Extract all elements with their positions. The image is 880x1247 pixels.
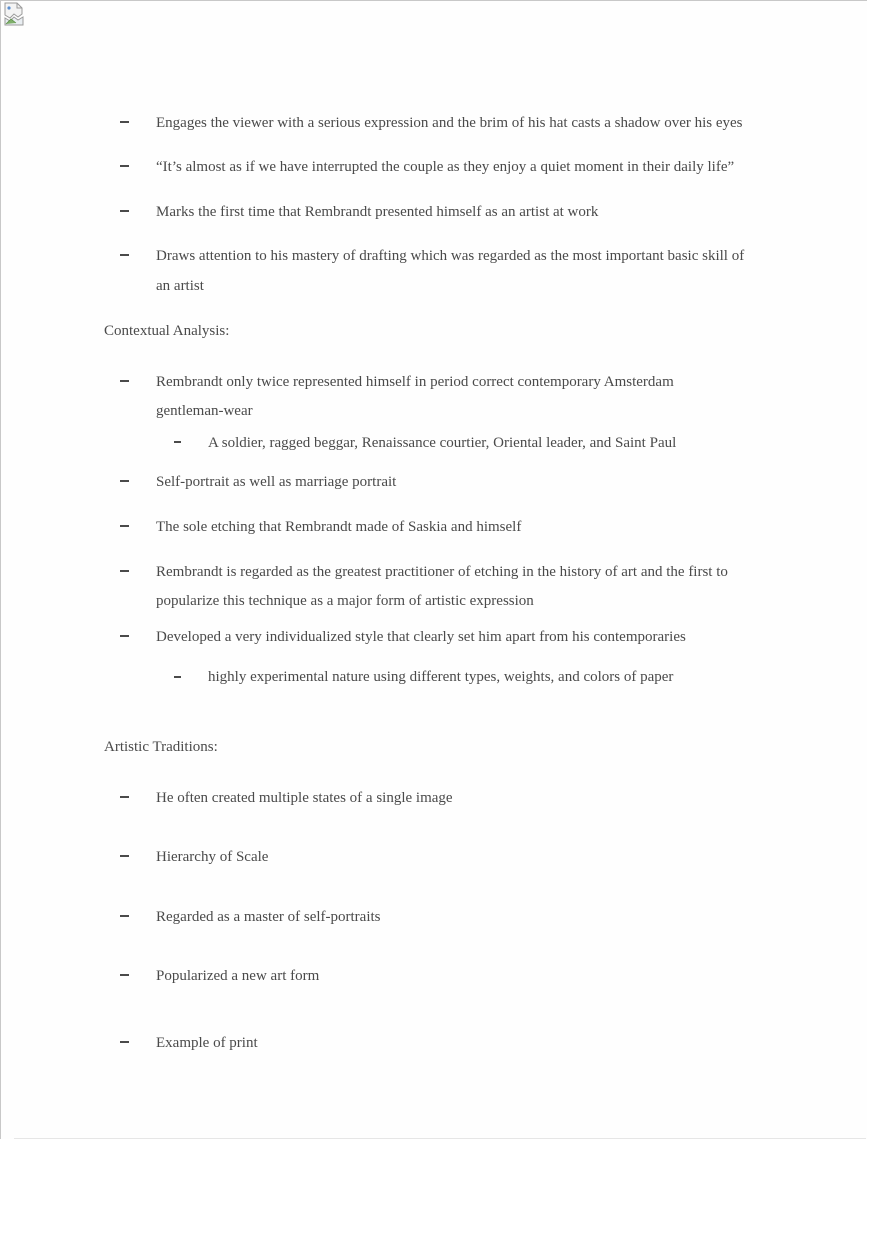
dash-bullet-icon (174, 441, 181, 443)
sub-list-item: A soldier, ragged beggar, Renaissance courtier, Oriental leader, and Saint Paul (208, 435, 677, 451)
dash-bullet-icon (120, 635, 129, 637)
dash-bullet-icon (120, 380, 129, 382)
dash-bullet-icon (120, 570, 129, 572)
list-item: Example of print (156, 1035, 258, 1051)
dash-bullet-icon (120, 796, 129, 798)
dash-bullet-icon (120, 915, 129, 917)
dash-bullet-icon (120, 855, 129, 857)
dash-bullet-icon (120, 480, 129, 482)
broken-image-icon (2, 2, 26, 26)
dash-bullet-icon (120, 525, 129, 527)
list-item: Popularized a new art form (156, 968, 320, 984)
sub-list-item: highly experimental nature using different types, weights, and colors of paper (208, 669, 674, 685)
list-item: Rembrandt is regarded as the greatest practitioner of etching in the history of art and the first to (156, 564, 728, 580)
dash-bullet-icon (174, 676, 181, 678)
list-item-continuation: popularize this technique as a major form of artistic expression (156, 593, 534, 609)
list-item: Regarded as a master of self-portraits (156, 909, 381, 925)
list-item: Marks the first time that Rembrandt presented himself as an artist at work (156, 204, 599, 220)
list-item: Developed a very individualized style that clearly set him apart from his contemporaries (156, 629, 686, 645)
list-item: Engages the viewer with a serious expression and the brim of his hat casts a shadow over his eyes (156, 115, 743, 131)
dash-bullet-icon (120, 254, 129, 256)
list-item-continuation: an artist (156, 278, 204, 294)
section-heading-artistic: Artistic Traditions: (104, 739, 218, 755)
dash-bullet-icon (120, 121, 129, 123)
list-item: Draws attention to his mastery of drafting which was regarded as the most important basic skill of (156, 248, 745, 264)
dash-bullet-icon (120, 974, 129, 976)
dash-bullet-icon (120, 210, 129, 212)
list-item: Self-portrait as well as marriage portrait (156, 474, 397, 490)
list-item: He often created multiple states of a single image (156, 790, 453, 806)
dash-bullet-icon (120, 165, 129, 167)
section-heading-contextual: Contextual Analysis: (104, 323, 230, 339)
list-item: “It’s almost as if we have interrupted the couple as they enjoy a quiet moment in their daily life” (156, 159, 735, 175)
list-item: Rembrandt only twice represented himself in period correct contemporary Amsterdam (156, 374, 674, 390)
dash-bullet-icon (120, 1041, 129, 1043)
page-divider (14, 1138, 866, 1139)
list-item: The sole etching that Rembrandt made of Saskia and himself (156, 519, 522, 535)
list-item-continuation: gentleman-wear (156, 403, 253, 419)
list-item: Hierarchy of Scale (156, 849, 269, 865)
